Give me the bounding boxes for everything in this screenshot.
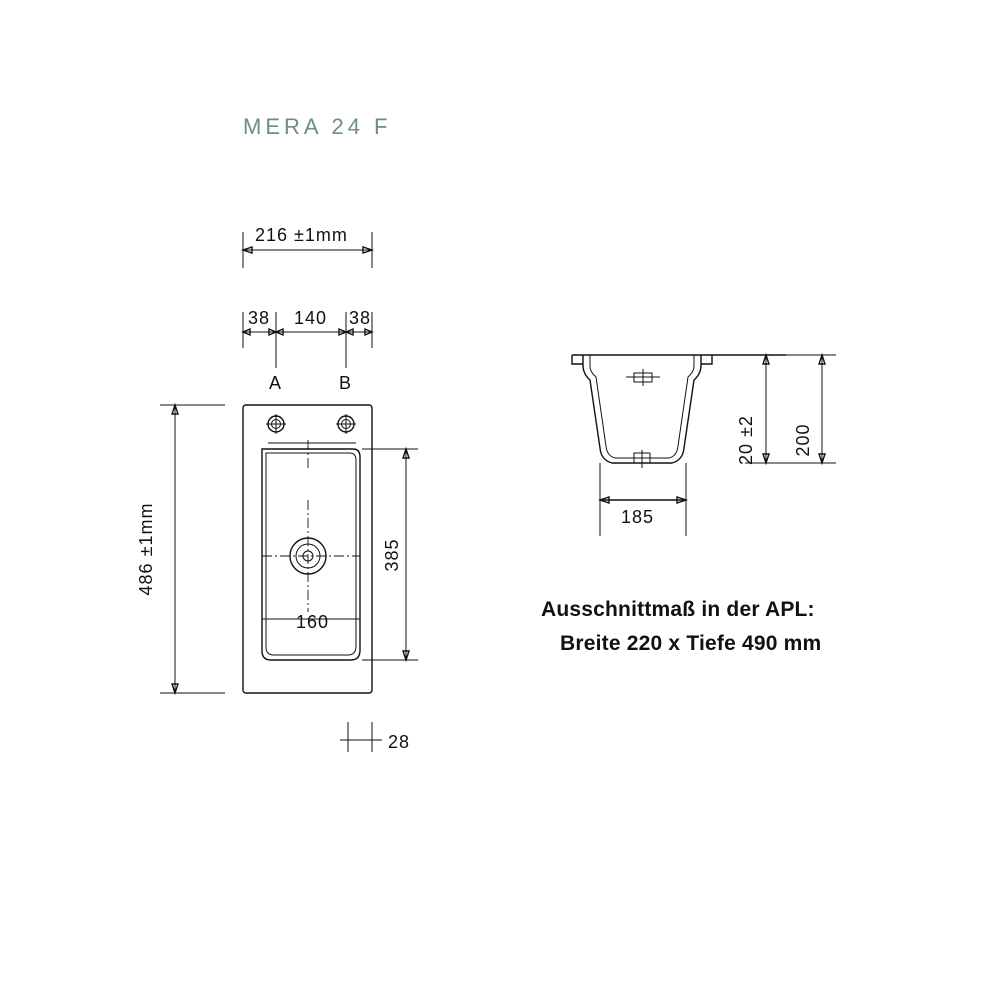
dim-label-rim-thickness: 28 (388, 732, 411, 752)
dim-label-inner-depth: 20 ±2 (736, 415, 756, 465)
dim-overall-height (160, 405, 225, 693)
page-title: MERA 24 F (243, 114, 392, 139)
section-tap-hole (626, 369, 660, 386)
section-view-group (572, 355, 836, 536)
dim-label-middle-segment: 140 (294, 308, 328, 328)
dim-rim-thickness (340, 722, 382, 752)
dim-label-overall-height: 486 ±1mm (136, 502, 156, 596)
dim-label-left-segment: 38 (248, 308, 271, 328)
dim-label-bowl-length: 385 (382, 538, 402, 572)
section-drain (630, 450, 654, 468)
dim-label-inner-width: 185 (621, 507, 655, 527)
label-tap-hole-b: B (339, 373, 353, 393)
dim-label-outer-depth: 200 (793, 423, 813, 457)
label-tap-hole-a: A (269, 373, 283, 393)
dim-label-overall-width: 216 ±1mm (255, 225, 348, 245)
dim-label-right-segment: 38 (349, 308, 372, 328)
cutout-note-line-1: Ausschnittmaß in der APL: (541, 598, 815, 621)
cutout-note-line-2: Breite 220 x Tiefe 490 mm (560, 632, 822, 655)
top-view-group (136, 225, 418, 752)
tap-hole-a (266, 414, 286, 434)
dim-label-bowl-width: 160 (296, 612, 330, 632)
tap-hole-b (336, 414, 356, 434)
